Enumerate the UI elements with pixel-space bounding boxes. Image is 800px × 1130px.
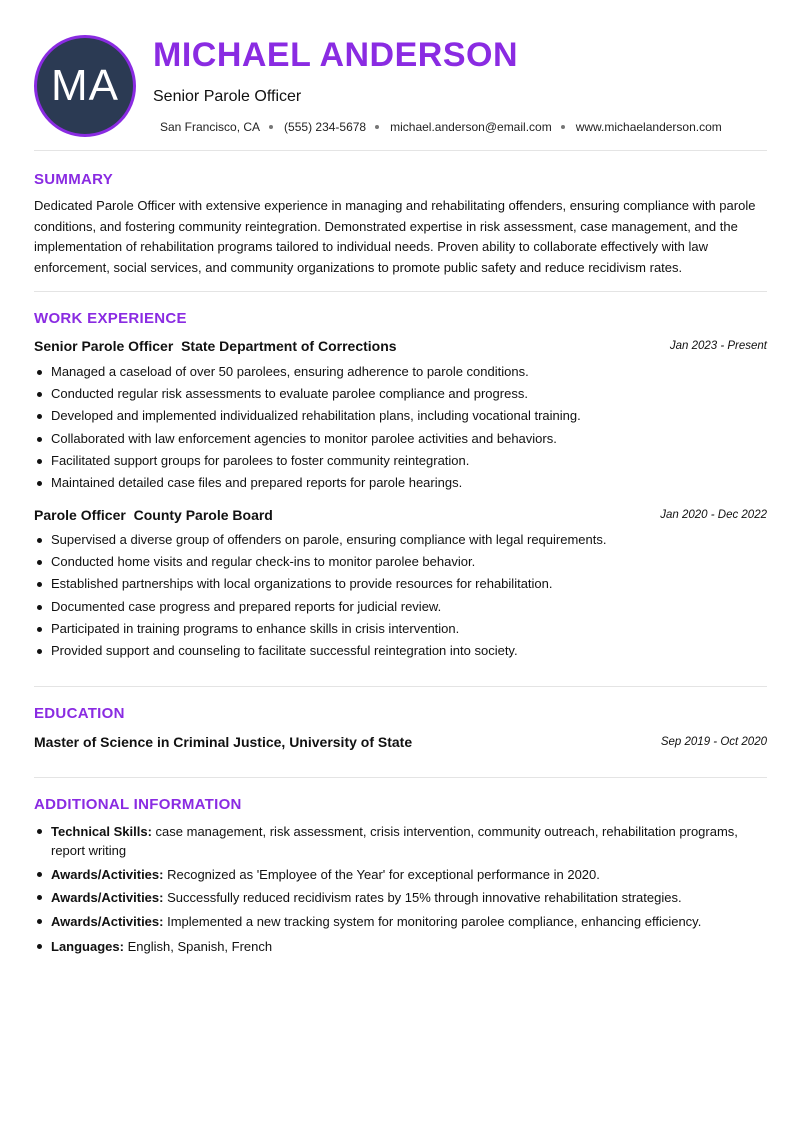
divider <box>34 777 767 778</box>
job-header <box>34 507 767 523</box>
education-entry <box>34 734 767 750</box>
contact-location: San Francisco, CA <box>160 120 261 134</box>
avatar <box>34 35 136 137</box>
divider <box>34 686 767 687</box>
separator-dot-icon <box>375 125 379 129</box>
list-item: Supervised a diverse group of offenders on parole, ensuring compliance with legal requirements. <box>34 529 767 551</box>
summary-text: Dedicated Parole Officer with extensive experience in managing and rehabilitating offenders, ensuring compliance with parole conditions, and fostering community reintegration. Demonstrated expertise in risk assessment, case management, and the implementation of rehabilitation programs tailored to individual needs. Proven ability to collaborate effectively with law enforcement, social services, and community organizations to promote public safety and reduce recidivism rates. <box>34 198 756 275</box>
education-heading: EDUCATION <box>34 705 125 722</box>
avatar-initials: MA <box>51 61 119 110</box>
item-text: Implemented a new tracking system for monitoring parolee compliance, enhancing efficiency. <box>167 913 702 929</box>
list-item: Collaborated with law enforcement agencies to monitor parolee activities and behaviors. <box>34 428 767 450</box>
list-item: Established partnerships with local organizations to provide resources for rehabilitation. <box>34 573 767 595</box>
list-item <box>34 888 767 907</box>
item-text: Recognized as 'Employee of the Year' for exceptional performance in 2020. <box>167 866 600 882</box>
list-item: Managed a caseload of over 50 parolees, ensuring adherence to parole conditions. <box>34 361 767 383</box>
list-item: Maintained detailed case files and prepared reports for parole hearings. <box>34 472 767 494</box>
summary-heading: SUMMARY <box>34 171 114 188</box>
item-label: Awards/Activities: <box>51 913 164 929</box>
list-item: Conducted regular risk assessments to evaluate parolee compliance and progress. <box>34 383 767 405</box>
additional-info-list <box>34 822 767 960</box>
item-label: Awards/Activities: <box>51 866 164 882</box>
job-role: Senior Parole Officer <box>34 338 174 354</box>
item-text: Successfully reduced recidivism rates by 15% through innovative rehabilitation strategies. <box>167 890 682 905</box>
job-dates: Jan 2023 - Present <box>669 340 767 352</box>
list-item: Developed and implemented individualized rehabilitation plans, including vocational training. <box>34 405 767 427</box>
work-experience-heading: WORK EXPERIENCE <box>34 310 187 327</box>
additional-info-heading: ADDITIONAL INFORMATION <box>34 796 242 813</box>
job-bullets <box>34 361 767 494</box>
item-text: English, Spanish, French <box>127 938 273 954</box>
list-item <box>34 865 767 884</box>
separator-dot-icon <box>561 125 565 129</box>
divider <box>34 150 767 151</box>
separator-dot-icon <box>269 125 273 129</box>
job-dates: Jan 2020 - Dec 2022 <box>660 509 767 521</box>
contact-bar <box>160 120 722 134</box>
job-header <box>34 338 767 354</box>
item-text: case management, risk assessment, crisis intervention, community outreach, rehabilitation programs, report writing <box>51 824 738 858</box>
divider <box>34 291 767 292</box>
resume-header <box>0 0 800 150</box>
list-item: Conducted home visits and regular check-ins to monitor parolee behavior. <box>34 551 767 573</box>
list-item: Participated in training programs to enhance skills in crisis intervention. <box>34 618 767 640</box>
job-bullets <box>34 529 767 662</box>
contact-phone[interactable]: (555) 234-5678 <box>284 120 367 134</box>
list-item <box>34 912 767 931</box>
candidate-name: MICHAEL ANDERSON <box>153 36 519 74</box>
list-item: Facilitated support groups for parolees to foster community reintegration. <box>34 450 767 472</box>
contact-website[interactable]: www.michaelanderson.com <box>575 120 722 134</box>
job-organization: State Department of Corrections <box>181 338 397 354</box>
education-dates: Sep 2019 - Oct 2020 <box>660 736 767 748</box>
list-item <box>34 937 767 956</box>
contact-email[interactable]: michael.anderson@email.com <box>390 120 552 134</box>
job-role: Parole Officer <box>34 507 126 523</box>
list-item <box>34 822 767 860</box>
candidate-title: Senior Parole Officer <box>153 88 302 105</box>
list-item: Documented case progress and prepared reports for judicial review. <box>34 596 767 618</box>
education-degree: Master of Science in Criminal Justice, University of State <box>34 734 413 750</box>
item-label: Technical Skills: <box>51 824 152 839</box>
item-label: Awards/Activities: <box>51 890 164 905</box>
job-organization: County Parole Board <box>133 507 273 523</box>
item-label: Languages: <box>51 938 124 954</box>
list-item: Provided support and counseling to facilitate successful reintegration into society. <box>34 640 767 662</box>
